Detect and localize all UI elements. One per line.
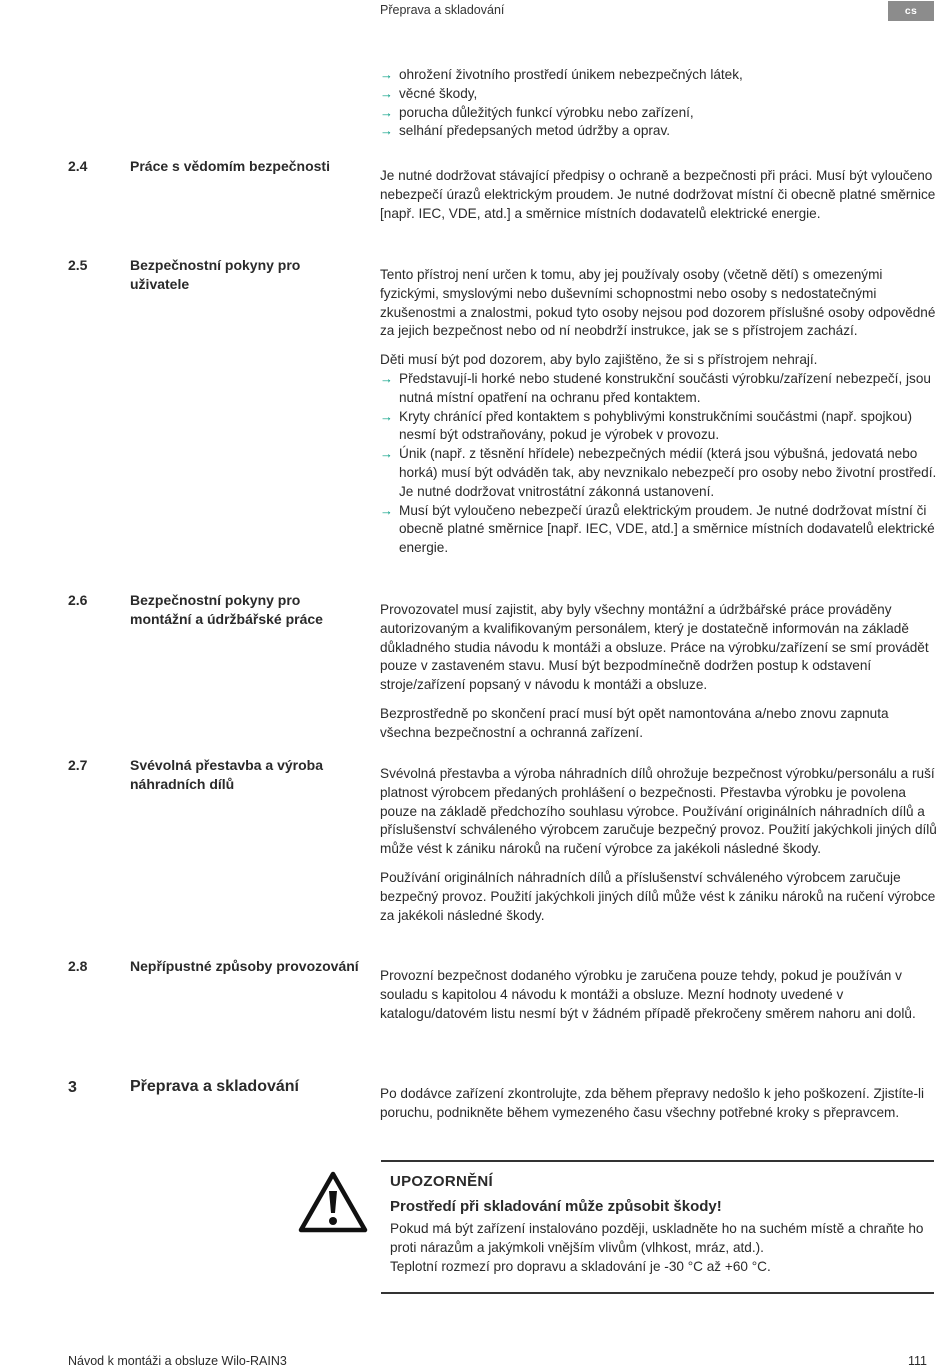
section-heading: Svévolná přestavba a výroba náhradních dílů	[130, 757, 323, 792]
arrow-icon: →	[380, 123, 393, 139]
running-header-title: Přeprava a skladování	[380, 3, 505, 17]
section-body	[380, 167, 940, 223]
chapter-heading: Přeprava a skladování	[130, 1078, 299, 1095]
list-item: → selhání předepsaných metod údržby a oprav.	[380, 122, 940, 141]
list-item: → věcné škody,	[380, 85, 940, 104]
arrow-icon: →	[380, 502, 393, 518]
paragraph: Bezprostředně po skončení prací musí být opět namontována a/nebo znovu zapnuta všechna bezpečnostní a ochranná zařízení.	[380, 705, 889, 740]
warning-triangle-icon	[298, 1171, 368, 1233]
section-body	[380, 266, 940, 558]
paragraph: Používání originálních náhradních dílů a příslušenství schváleného výrobcem zaručuje bezpečný provoz. Použití jakýchkoli jiných dílů může vést k zániku nároků na ručení výrobce za jakékoli následné škody.	[380, 869, 936, 923]
paragraph: Tento přístroj není určen k tomu, aby jej používaly osoby (včetně dětí) s omezenými fyzickými, smyslovými nebo duševními schopnostmi nebo osoby s nedostatečnými zkušenostmi a znalostmi, pokud tyto osoby nejsou pod dozorem příslušné osoby odpovědné za jejich bezpečnost nebo od ní neobdrží instrukce, jak se s přístrojem zachází.	[380, 267, 936, 339]
section-number: 2.5	[68, 257, 88, 273]
arrow-icon: →	[380, 85, 393, 101]
list-item: → Představují-li horké nebo studené konstrukční součásti výrobku/zařízení nebezpečí, jsou nutná místní opatření na ochranu před kontaktem.	[380, 370, 931, 405]
section-body	[380, 601, 940, 743]
section-number: 2.4	[68, 158, 88, 174]
section-heading: Nepřípustné způsoby provozování	[130, 958, 359, 974]
safety-list	[380, 370, 940, 558]
arrow-icon: →	[380, 408, 393, 424]
paragraph: Po dodávce zařízení zkontrolujte, zda během přepravy nedošlo k jeho poškození. Zjistíte-li poruchu, podnikněte během vymezeného času všechny potřebné kroky s přepravcem.	[380, 1086, 925, 1120]
warning-headline: Prostředí při skladování může způsobit škody!	[390, 1198, 722, 1215]
paragraph: Pokud má být zařízení instalováno později, uskladněte ho na suchém místě a chraňte ho proti nárazům a jakýmkoli vnějším vlivům (vlhkost, mráz, atd.).	[390, 1221, 924, 1255]
arrow-icon: →	[380, 104, 393, 120]
section-number: 2.8	[68, 958, 88, 974]
section-number: 2.6	[68, 592, 88, 608]
section-heading: Bezpečnostní pokyny pro montážní a údržbářské práce	[130, 592, 323, 627]
section-number: 2.7	[68, 757, 88, 773]
section-body	[380, 1085, 940, 1123]
paragraph: Teplotní rozmezí pro dopravu a skladování je -30 °C až +60 °C.	[390, 1258, 771, 1274]
language-badge: cs	[888, 1, 934, 21]
warning-text	[390, 1220, 935, 1276]
chapter-number: 3	[68, 1079, 77, 1096]
intro-list	[380, 66, 940, 141]
paragraph: Je nutné dodržovat stávající předpisy o ochraně a bezpečnosti při práci. Musí být vyloučeno nebezpečí úrazů elektrickým proudem. Je nutné dodržovat místní či obecně platné směrnice [např. IEC, VDE, atd.] a směrnice místních dodavatelů elektrické energie.	[380, 168, 936, 221]
section-heading: Práce s vědomím bezpečnosti	[130, 158, 330, 174]
arrow-icon: →	[380, 370, 393, 386]
paragraph: Svévolná přestavba a výroba náhradních dílů ohrožuje bezpečnost výrobku/personálu a ruší platnost výrobcem předaných prohlášení o bezpečnosti. Přestavba výrobku je povolena pouze na základě předchozího souhlasu výrobce. Používání originálních náhradních dílů a příslušenství schváleného výrobcem zaručuje bezpečný provoz. Použití jakýchkoli jiných dílů může vést k zániku nároků na ručení výrobce za jakékoli následné škody.	[380, 766, 937, 857]
list-item: → porucha důležitých funkcí výrobku nebo zařízení,	[380, 104, 940, 123]
arrow-icon: →	[380, 67, 393, 82]
list-item: → Únik (např. z těsnění hřídele) nebezpečných médií (která jsou výbušná, jedovatá nebo horká) musí být odváděn tak, aby nevznikalo nebezpečí pro osoby nebo životní prostředí. Je nutné dodržovat vnitrostátní zákonná ustanovení.	[380, 446, 937, 499]
section-body	[380, 765, 940, 925]
warning-label: UPOZORNĚNÍ	[390, 1173, 494, 1190]
list-item: → ohrožení životního prostředí únikem nebezpečných látek,	[380, 66, 940, 85]
section-heading: Bezpečnostní pokyny pro uživatele	[130, 257, 301, 292]
paragraph: Provozovatel musí zajistit, aby byly všechny montážní a údržbářské práce prováděny autorizovaným a kvalifikovaným personálem, který je dostatečně informován na základě důkladného studia návodu k montáži a obsluze. Práce na výrobku/zařízení se smí provádět pouze v zastaveném stavu. Musí být bezpodmínečně dodržen postup k odstavení stroje/zařízení popsaný v návodu k montáži a obsluze.	[380, 602, 929, 693]
footer-document-title: Návod k montáži a obsluze Wilo-RAIN3	[68, 1354, 287, 1368]
paragraph: Provozní bezpečnost dodaného výrobku je zaručena pouze tehdy, pokud je používán v souladu s kapitolou 4 návodu k montáži a obsluze. Mezní hodnoty uvedené v katalogu/datovém listu nesmí být v žádném případě překročeny směrem nahoru ani dolů.	[380, 968, 916, 1021]
list-item: → Musí být vyloučeno nebezpečí úrazů elektrickým proudem. Je nutné dodržovat místní či obecně platné směrnice [např. IEC, VDE, atd.] a směrnice místních dodavatelů elektrické energie.	[380, 502, 935, 556]
paragraph: Děti musí být pod dozorem, aby bylo zajištěno, že si s přístrojem nehrají.	[380, 352, 818, 368]
section-body	[380, 967, 940, 1023]
list-item: → Kryty chránící před kontaktem s pohyblivými konstrukčními součástmi (např. spojkou) nesmí být odstraňovány, pokud je výrobek v provozu.	[380, 408, 912, 443]
arrow-icon: →	[380, 446, 393, 462]
intro-list-block	[380, 66, 940, 141]
page-number: 111	[908, 1354, 928, 1368]
